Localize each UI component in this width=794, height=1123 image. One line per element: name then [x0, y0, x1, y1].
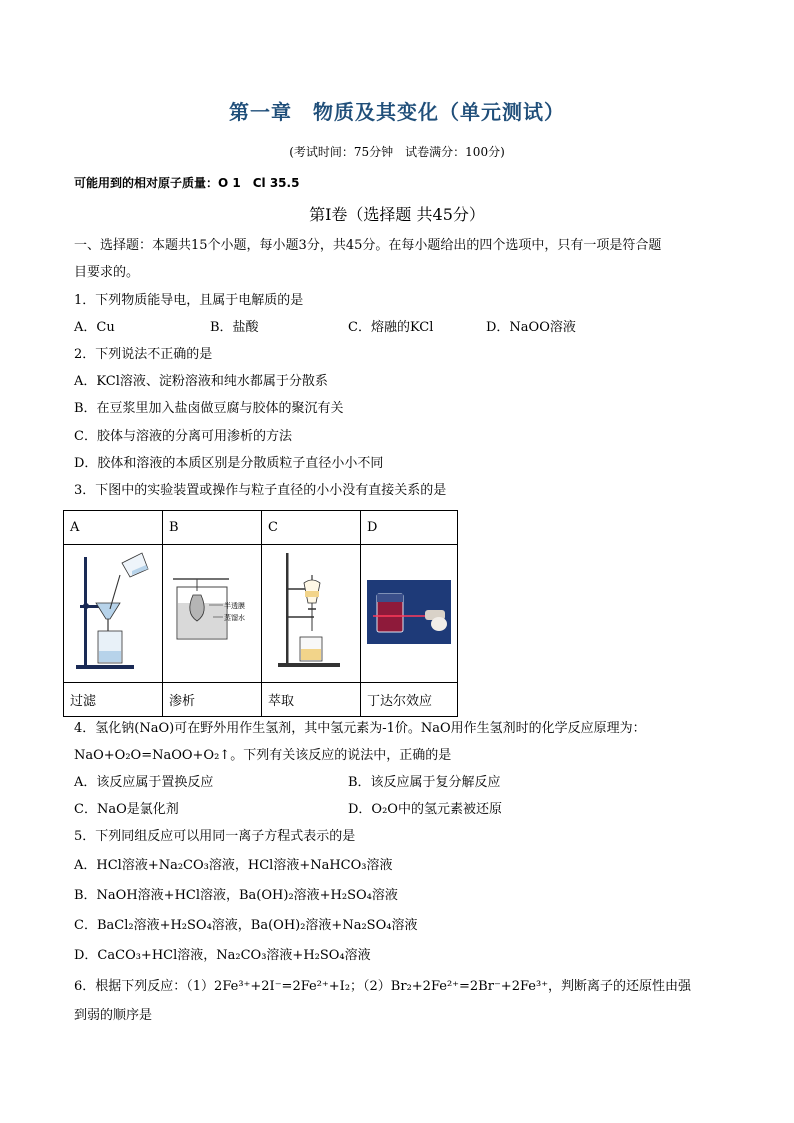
q3-caption-b: 渗析 [163, 683, 262, 717]
tyndall-illustration [361, 545, 458, 683]
section-title: 第Ⅰ卷（选择题 共45分） [309, 205, 485, 224]
q2-option-c: C．胶体与溶液的分离可用渗析的方法 [74, 429, 292, 444]
q2-option-d: D．胶体和溶液的本质区别是分散质粒子直径小小不同 [74, 456, 384, 471]
q3-header-b: B [163, 511, 262, 545]
q3-caption-d: 丁达尔效应 [361, 683, 458, 717]
q3-header-c: C [262, 511, 361, 545]
q2-option-a: A．KCl溶液、淀粉溶液和纯水都属于分散系 [74, 374, 328, 389]
q4-option-c: C．NaO是氯化剂 [74, 802, 179, 817]
q4-option-b: B．该反应属于复分解反应 [348, 775, 501, 790]
q2-option-b: B．在豆浆里加入盐卤做豆腐与胶体的聚沉有关 [74, 401, 344, 416]
instructions-line-1: 一、选择题：本题共15个小题，每小题3分，共45分。在每小题给出的四个选项中，只有一项是符合题 [74, 238, 662, 253]
q3-header-a: A [64, 511, 163, 545]
dialysis-apparatus-icon [169, 547, 255, 677]
q3-caption-a: 过滤 [64, 683, 163, 717]
q1-option-a: A．Cu [74, 320, 115, 335]
q4-stem-line-1: 4．氢化钠(NaO)可在野外用作生氢剂，其中氢元素为-1价。NaO用作生氢剂时的化学反应原理为： [74, 721, 646, 736]
q1-stem: 1．下列物质能导电，且属于电解质的是 [74, 293, 304, 308]
q4-option-a: A．该反应属于置换反应 [74, 775, 214, 790]
q3-header-d: D [361, 511, 458, 545]
separatory-funnel-icon [268, 547, 354, 677]
dialysis-illustration [163, 545, 262, 683]
distilled-water-label: 蒸馏水 [224, 613, 245, 622]
tyndall-effect-photo [367, 580, 451, 644]
q6-stem-line-1: 6．根据下列反应：（1）2Fe³⁺+2I⁻=2Fe²⁺+I₂；（2）Br₂+2Fe²⁺=2Br⁻+2Fe³⁺，判断离子的还原性由强 [74, 979, 692, 994]
q5-stem: 5．下列同组反应可以用同一离子方程式表示的是 [74, 829, 356, 844]
q5-option-c: C．BaCl₂溶液+H₂SO₄溶液，Ba(OH)₂溶液+Na₂SO₄溶液 [74, 918, 418, 933]
extraction-illustration [262, 545, 361, 683]
exam-info: (考试时间：75分钟 试卷满分：100分) [289, 145, 505, 159]
q6-stem-line-2: 到弱的顺序是 [74, 1008, 153, 1023]
q3-caption-c: 萃取 [262, 683, 361, 717]
q1-option-c: C．熔融的KCl [348, 320, 434, 335]
q5-option-d: D．CaCO₃+HCl溶液，Na₂CO₃溶液+H₂SO₄溶液 [74, 948, 371, 963]
semipermeable-membrane-label: 半透膜 [224, 601, 245, 610]
page-title: 第一章 物质及其变化（单元测试） [229, 100, 565, 124]
instructions-line-2: 目要求的。 [74, 265, 140, 280]
filtration-illustration [64, 545, 163, 683]
q3-figure-table [63, 510, 458, 717]
q4-option-d: D．O₂O中的氢元素被还原 [348, 802, 502, 817]
atomic-masses: 可能用到的相对原子质量：O 1 Cl 35.5 [74, 176, 300, 190]
q2-stem: 2．下列说法不正确的是 [74, 347, 213, 362]
q5-option-a: A．HCl溶液+Na₂CO₃溶液，HCl溶液+NaHCO₃溶液 [74, 858, 393, 873]
filtration-apparatus-icon [70, 547, 156, 677]
q5-option-b: B．NaOH溶液+HCl溶液，Ba(OH)₂溶液+H₂SO₄溶液 [74, 888, 398, 903]
q4-stem-line-2: NaO+O₂O=NaOO+O₂↑。下列有关该反应的说法中，正确的是 [74, 748, 452, 763]
q1-option-d: D．NaOO溶液 [486, 320, 576, 335]
q3-stem: 3．下图中的实验装置或操作与粒子直径的小小没有直接关系的是 [74, 483, 447, 498]
q1-option-b: B．盐酸 [210, 320, 259, 335]
